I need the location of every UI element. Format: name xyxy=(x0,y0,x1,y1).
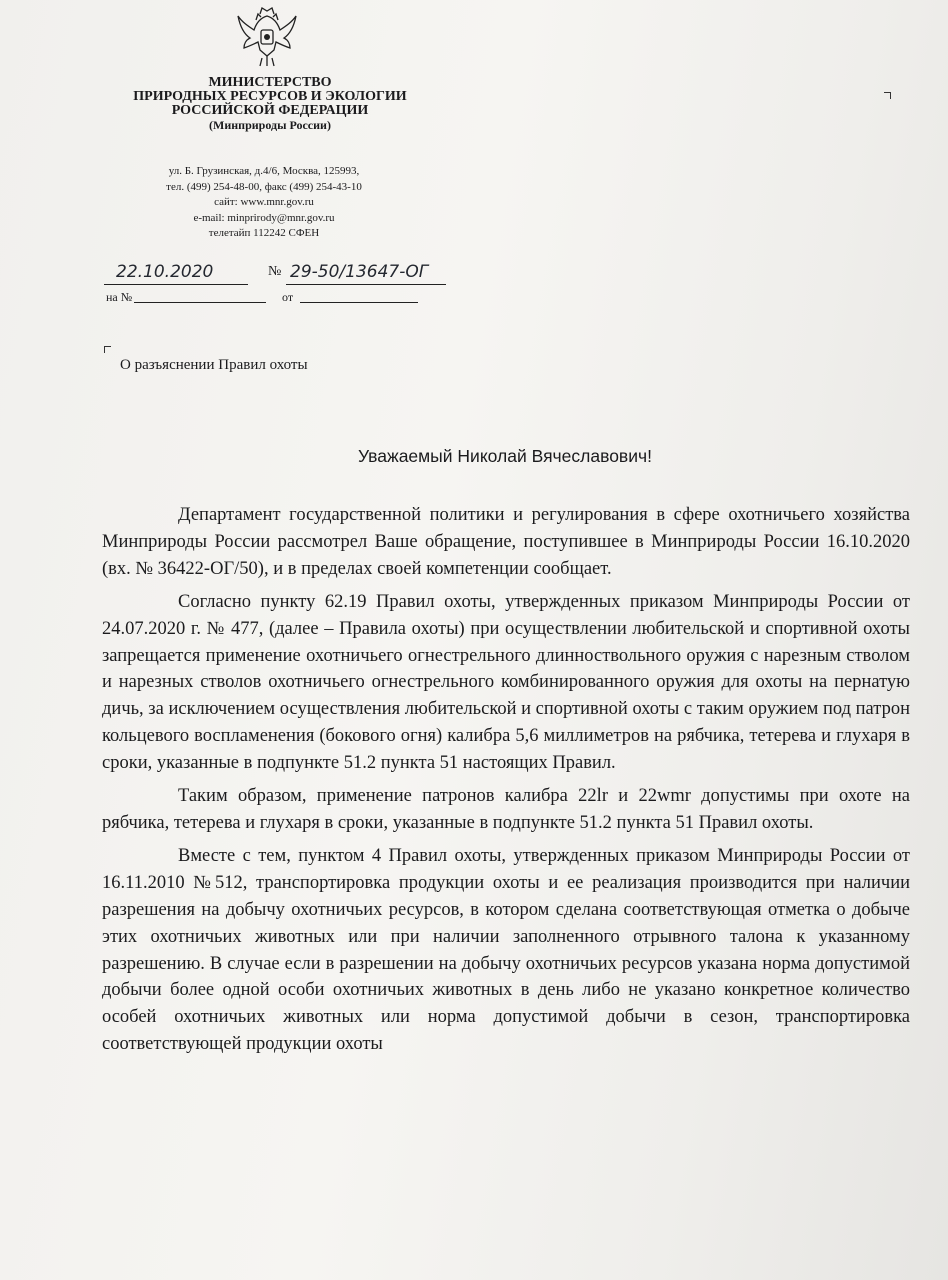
number-underline xyxy=(286,284,446,285)
from-underline xyxy=(300,302,418,303)
ref-underline xyxy=(134,302,266,303)
paragraph: Таким образом, применение патронов калибра 22lr и 22wmr допустимы при охоте на рябчика, тетерева и глухаря в сроки, указанные в подпункте 51.2 пункта 51 Правил охоты. xyxy=(102,786,910,833)
contact-email: e-mail: minprirody@mnr.gov.ru xyxy=(193,211,335,224)
date-underline xyxy=(104,284,248,285)
ref-label: на № xyxy=(106,290,133,304)
paragraph: Вместе с тем, пунктом 4 Правил охоты, утвержденных приказом Минприроды России от 16.11.2010 №512, транспортировка продукции охоты и ее реализация производится при наличии разрешения на добычу охотничьих ресурсов, в котором сделана соответствующая отметка о добыче этих охотничьих животных или при наличии заполненного отрывного талона к указанному разрешению. В случае если в разрешении на добычу охотничьих ресурсов указана норма допустимой добычи более одной особи охотничьих животных в день либо не указано конкретное количество особей охотничьих животных или норма допустимой добычи в сезон, транспортировка соответствующей продукции охоты xyxy=(102,845,910,1055)
registration-date: 22.10.2020 xyxy=(116,262,214,282)
number-sign: № xyxy=(268,264,282,279)
ministry-line: МИНИСТЕРСТВО xyxy=(208,75,332,90)
subject-corner xyxy=(104,346,111,353)
paragraph: Департамент государственной политики и регулирования в сфере охотничьего хозяйства Минприроды России рассмотрел Ваше обращение, поступившее в Минприроды России 16.10.2020 (вх. № 36422-ОГ/50), и в пределах своей компетенции сообщает. xyxy=(102,505,910,579)
contact-teletype: телетайп 112242 СФЕН xyxy=(208,227,320,239)
from-label: от xyxy=(282,290,294,304)
registration-number: 29-50/13647-ОГ xyxy=(290,262,429,282)
letter-greeting: Уважаемый Николай Вячеславович! xyxy=(358,446,652,466)
ministry-line: (Минприроды России) xyxy=(209,118,331,132)
ministry-contacts xyxy=(100,164,428,242)
contact-site: сайт: www.mnr.gov.ru xyxy=(214,196,314,208)
russian-coat-of-arms-icon xyxy=(236,2,298,68)
ministry-name xyxy=(100,76,440,132)
letter-subject: О разъяснении Правил охоты xyxy=(120,357,308,373)
contact-phone: тел. (499) 254-48-00, факс (499) 254-43-10 xyxy=(166,180,362,193)
contact-address: ул. Б. Грузинская, д.4/6, Москва, 125993, xyxy=(168,165,360,177)
ministry-line: РОССИЙСКОЙ ФЕДЕРАЦИИ xyxy=(171,103,369,118)
paragraph: Согласно пункту 62.19 Правил охоты, утвержденных приказом Минприроды России от 24.07.2020 г. № 477, (далее – Правила охоты) при осуществлении любительской и спортивной охоты запрещается применение охотничьего огнестрельного длинноствольного оружия с нарезным стволом и нарезных стволов охотничьего огнестрельного комбинированного оружия для охоты на пернатую дичь, за исключением осуществления любительской и спортивной охоты с таким оружием под патрон кольцевого воспламенения (бокового огня) калибра 5,6 миллиметров на рябчика, тетерева и глухаря в сроки, указанные в подпункте 51.2 пункта 51 настоящих Правил. xyxy=(102,591,910,774)
ministry-line: ПРИРОДНЫХ РЕСУРСОВ И ЭКОЛОГИИ xyxy=(133,89,407,104)
address-field-corner xyxy=(884,92,891,99)
letter-body xyxy=(102,502,910,1058)
